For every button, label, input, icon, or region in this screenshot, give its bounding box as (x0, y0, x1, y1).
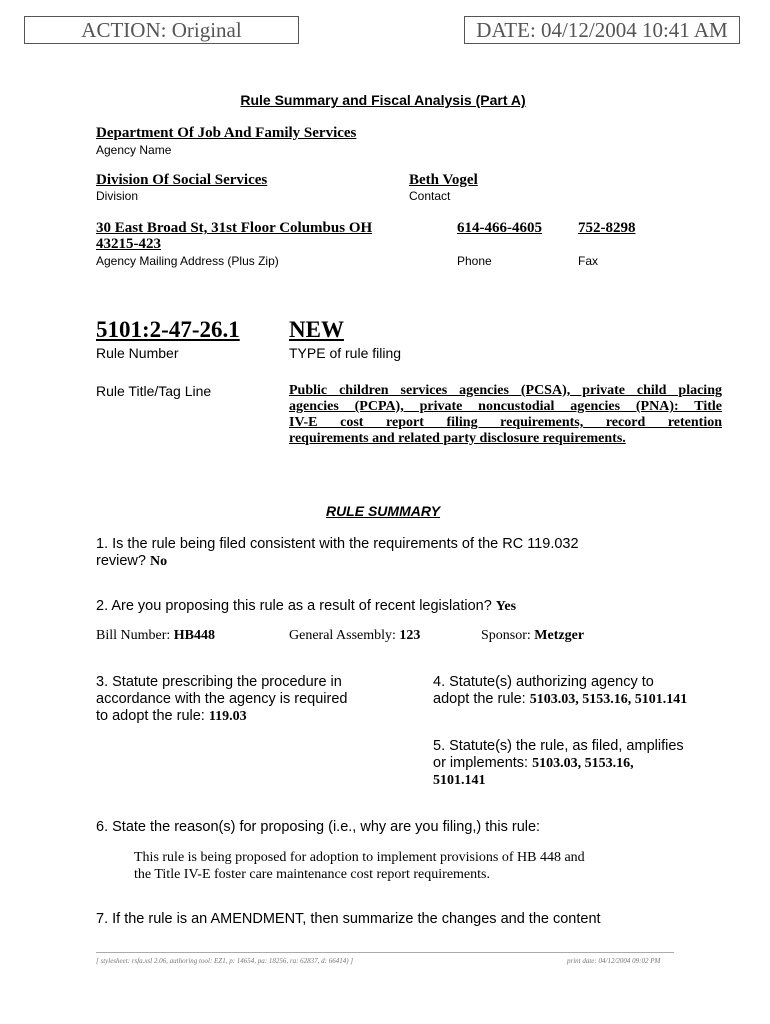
question-1 (96, 536, 746, 570)
rule-number: 5101:2-47-26.1 (96, 317, 240, 342)
contact-name: Beth Vogel (409, 172, 478, 188)
question-1-line1: 1. Is the rule being filed consistent with the requirements of the RC 119.032 (96, 536, 579, 552)
fax-label: Fax (578, 254, 599, 268)
bill-number: Bill Number: HB448 (96, 628, 216, 643)
division-label: Division (96, 189, 139, 203)
agency-name: Department Of Job And Family Services (96, 125, 357, 141)
rule-summary-heading: RULE SUMMARY (325, 503, 441, 519)
general-assembly-value: 123 (399, 628, 421, 643)
bill-number-value: HB448 (173, 628, 216, 643)
rule-type: NEW (289, 317, 344, 342)
question-4-answer: 5103.03, 5153.16, 5101.141 (529, 692, 688, 707)
sponsor: Sponsor: Metzger (481, 628, 585, 643)
rule-title-line: agencies (PCPA), private noncustodial agencies (PNA): Title (289, 399, 722, 414)
question-5: 5. Statute(s) the rule, as filed, amplifies or implements: 5103.03, 5153.16, 5101.141 (433, 738, 753, 789)
rule-number-label: Rule Number (96, 345, 179, 361)
sponsor-value: Metzger (534, 628, 585, 643)
date-box (464, 16, 740, 44)
question-7: 7. If the rule is an AMENDMENT, then summarize the changes and the content (96, 911, 601, 927)
question-3-answer: 119.03 (208, 709, 247, 724)
rule-type-label: TYPE of rule filing (289, 345, 402, 361)
footer-print-date: print date: 04/12/2004 09:02 PM (567, 957, 661, 965)
question-3: 3. Statute prescribing the procedure in accordance with the agency is required to adopt the rule: 119.03 (96, 674, 348, 724)
fax-value: 752-8298 (578, 220, 636, 236)
question-6-answer: This rule is being proposed for adoption to implement provisions of HB 448 and the Title IV-E foster care maintenance cost report requirements. (134, 850, 585, 882)
page-title: Rule Summary and Fiscal Analysis (Part A) (240, 92, 526, 108)
phone-label: Phone (457, 254, 492, 268)
phone-value: 614-466-4605 (457, 220, 542, 236)
question-2: 2. Are you proposing this rule as a result of recent legislation? Yes (96, 598, 517, 614)
division-name: Division Of Social Services (96, 172, 268, 188)
footer-stylesheet: [ stylesheet: rsfa.xsl 2.06, authoring tool: EZ1, p: 14654, pa: 18256, ra: 62837, d: 66414) ] (96, 957, 354, 965)
question-1-answer: No (150, 554, 168, 569)
address-label: Agency Mailing Address (Plus Zip) (96, 254, 279, 268)
contact-label: Contact (409, 189, 451, 203)
address-line2: 43215-423 (96, 236, 161, 252)
action-box (24, 16, 299, 44)
question-5-answer-cont: 5101.141 (433, 773, 486, 788)
rule-title-line: Public children services agencies (PCSA), private child placing (289, 383, 722, 398)
rule-title-line: IV-E cost report filing requirements, record retention (289, 415, 722, 430)
address-line1: 30 East Broad St, 31st Floor Columbus OH (96, 220, 373, 236)
question-1-line2: review? No (96, 553, 168, 569)
rule-title-label: Rule Title/Tag Line (96, 383, 212, 399)
question-5-answer: 5103.03, 5153.16, (532, 756, 634, 771)
footer-rule (96, 952, 674, 953)
question-4: 4. Statute(s) authorizing agency to adopt the rule: 5103.03, 5153.16, 5101.141 (433, 674, 688, 707)
date-text: DATE: 04/12/2004 10:41 AM (476, 18, 728, 42)
rule-title (289, 383, 722, 447)
question-6: 6. State the reason(s) for proposing (i.e., why are you filing,) this rule: (96, 819, 541, 835)
question-2-answer: Yes (495, 599, 517, 614)
agency-name-label: Agency Name (96, 143, 172, 157)
rule-title-line: requirements and related party disclosure requirements. (289, 431, 626, 446)
action-text: ACTION: Original (81, 18, 242, 42)
general-assembly: General Assembly: 123 (289, 628, 421, 643)
